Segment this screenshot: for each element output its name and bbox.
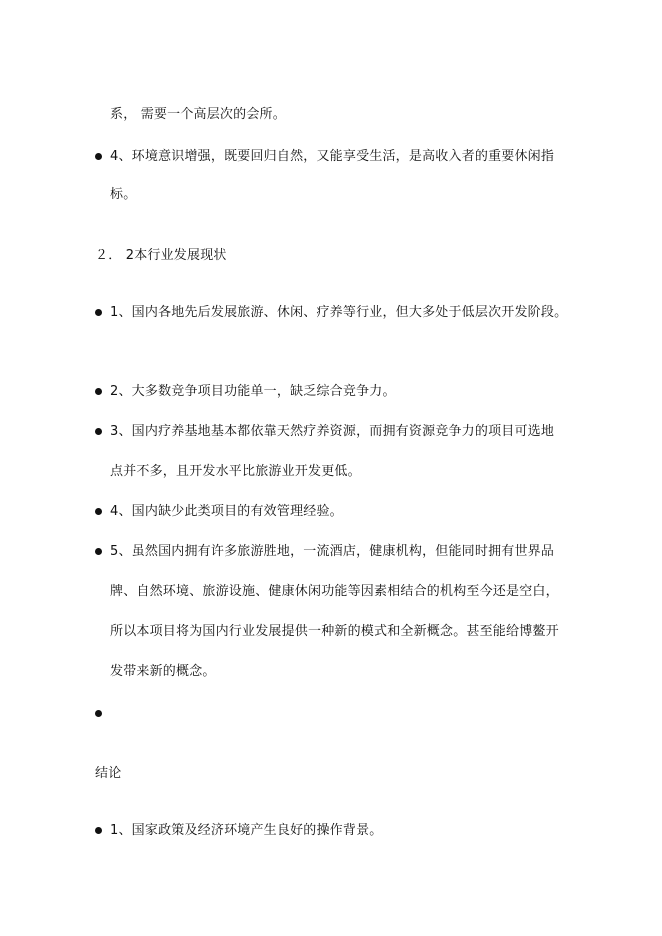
conclusion-item-1-line-1: 1、国家政策及经济环境产生良好的操作背景。 <box>110 823 383 838</box>
status-item-2-line-1: 2、大多数竞争项目功能单一，缺乏综合竞争力。 <box>110 384 396 399</box>
bullet-icon <box>95 508 102 515</box>
section-heading: ２． 2本行业发展现状 <box>95 248 227 263</box>
conclusion-heading: 结论 <box>95 766 122 781</box>
intro-item-4-line-2: 标。 <box>110 187 137 202</box>
intro-item-4-line-1: 4、环境意识增强，既要回归自然，又能享受生活，是高收入者的重要休闲指 <box>110 149 555 164</box>
bullet-icon <box>95 710 102 717</box>
status-item-5-line-4: 发带来新的概念。 <box>110 664 216 679</box>
status-item-3-line-2: 点并不多，且开发水平比旅游业开发更低。 <box>110 464 361 479</box>
status-item-5-line-3: 所以本项目将为国内行业发展提供一种新的模式和全新概念。甚至能给博鳌开 <box>110 624 559 639</box>
bullet-icon <box>95 153 102 160</box>
bullet-icon <box>95 428 102 435</box>
bullet-icon <box>95 548 102 555</box>
status-item-3-line-1: 3、国内疗养基地基本都依靠天然疗养资源，而拥有资源竞争力的项目可选地 <box>110 424 555 439</box>
status-item-5-line-1: 5、虽然国内拥有许多旅游胜地，一流酒店，健康机构，但能同时拥有世界品 <box>110 544 555 559</box>
status-item-1-line-1: 1、国内各地先后发展旅游、休闲、疗养等行业，但大多处于低层次开发阶段。 <box>110 305 568 320</box>
bullet-icon <box>95 309 102 316</box>
continuation-text: 系， 需要一个高层次的会所。 <box>110 107 286 122</box>
bullet-icon <box>95 827 102 834</box>
bullet-icon <box>95 388 102 395</box>
status-item-5-line-2: 牌、自然环境、旅游设施、健康休闲功能等因素相结合的机构至今还是空白， <box>110 584 559 599</box>
status-item-4-line-1: 4、国内缺少此类项目的有效管理经验。 <box>110 504 343 519</box>
